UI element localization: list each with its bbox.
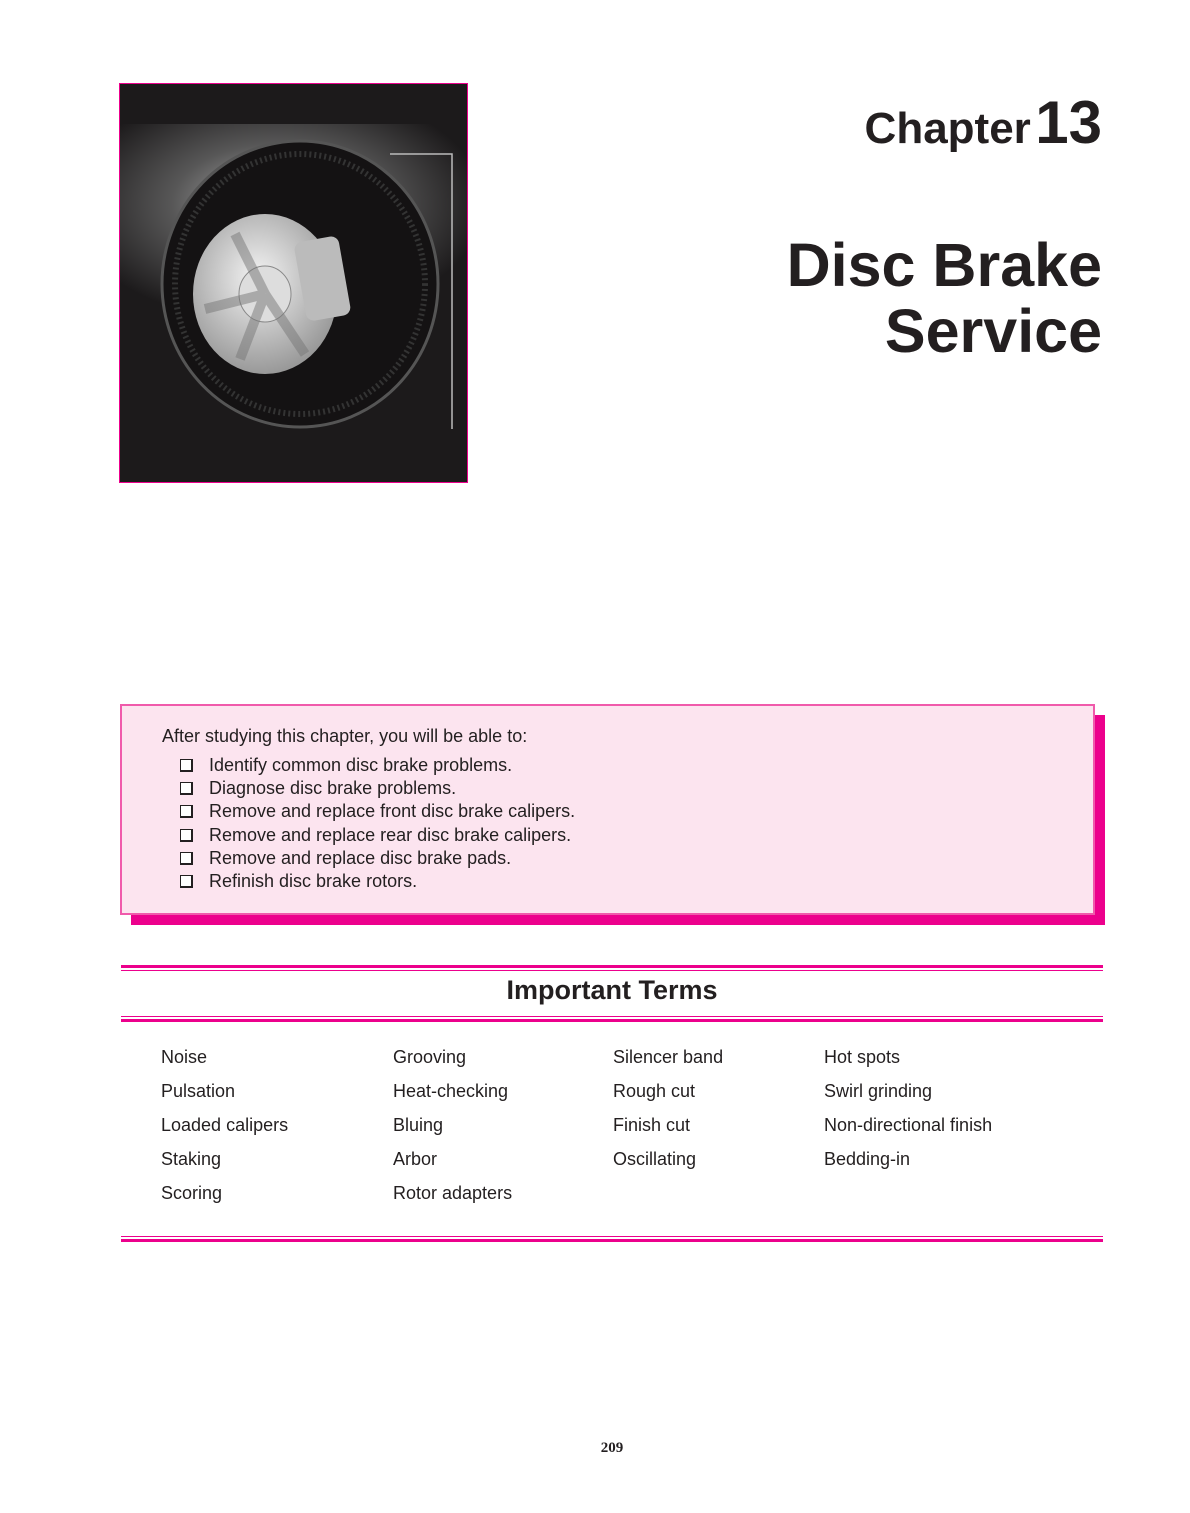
divider-rule xyxy=(121,1016,1103,1022)
objective-text: Refinish disc brake rotors. xyxy=(209,871,418,892)
chapter-label xyxy=(865,88,1102,157)
checkbox-icon xyxy=(180,805,193,818)
term-item: Hot spots xyxy=(824,1047,901,1067)
term-item: Loaded calipers xyxy=(161,1115,289,1135)
chapter-title-line: Disc Brake xyxy=(786,231,1102,299)
objective-item xyxy=(180,754,575,777)
checkbox-icon xyxy=(180,759,193,772)
chapter-word: Chapter xyxy=(864,104,1031,153)
checkbox-icon xyxy=(180,852,193,865)
term-item: Arbor xyxy=(393,1149,438,1169)
term-item: Pulsation xyxy=(161,1081,236,1101)
checkbox-icon xyxy=(180,875,193,888)
term-item: Heat-checking xyxy=(393,1081,509,1101)
term-item: Rotor adapters xyxy=(393,1183,513,1203)
objectives-intro: After studying this chapter, you will be able to: xyxy=(162,726,528,746)
terms-heading: Important Terms xyxy=(506,975,718,1005)
objective-item xyxy=(180,777,575,800)
term-item: Silencer band xyxy=(613,1047,724,1067)
divider-rule xyxy=(121,1236,1103,1242)
objective-item xyxy=(180,800,575,823)
term-item: Scoring xyxy=(161,1183,223,1203)
term-item: Noise xyxy=(161,1047,208,1067)
checkbox-icon xyxy=(180,782,193,795)
divider-rule xyxy=(121,965,1103,971)
term-item: Staking xyxy=(161,1149,222,1169)
checkbox-icon xyxy=(180,829,193,842)
objectives-box xyxy=(120,704,1095,915)
objective-item xyxy=(180,847,575,870)
term-item: Rough cut xyxy=(613,1081,696,1101)
term-item: Oscillating xyxy=(613,1149,697,1169)
term-item: Bluing xyxy=(393,1115,444,1135)
chapter-title xyxy=(787,232,1102,364)
term-item: Non-directional finish xyxy=(824,1115,993,1135)
objective-text: Remove and replace front disc brake calipers. xyxy=(209,801,576,822)
objective-text: Remove and replace disc brake pads. xyxy=(209,847,512,868)
term-item: Swirl grinding xyxy=(824,1081,933,1101)
chapter-number: 13 xyxy=(1035,89,1102,156)
term-item: Grooving xyxy=(393,1047,467,1067)
objectives-list xyxy=(180,754,575,893)
objective-text: Remove and replace rear disc brake calipers. xyxy=(209,824,572,845)
page-number: 209 xyxy=(600,1440,624,1456)
objective-item xyxy=(180,870,575,893)
objective-text: Identify common disc brake problems. xyxy=(209,755,513,776)
objective-text: Diagnose disc brake problems. xyxy=(209,778,457,799)
chapter-photo xyxy=(119,83,468,483)
chapter-title-line: Service xyxy=(884,297,1102,365)
objective-item xyxy=(180,824,575,847)
term-item: Finish cut xyxy=(613,1115,691,1135)
term-item: Bedding-in xyxy=(824,1149,911,1169)
